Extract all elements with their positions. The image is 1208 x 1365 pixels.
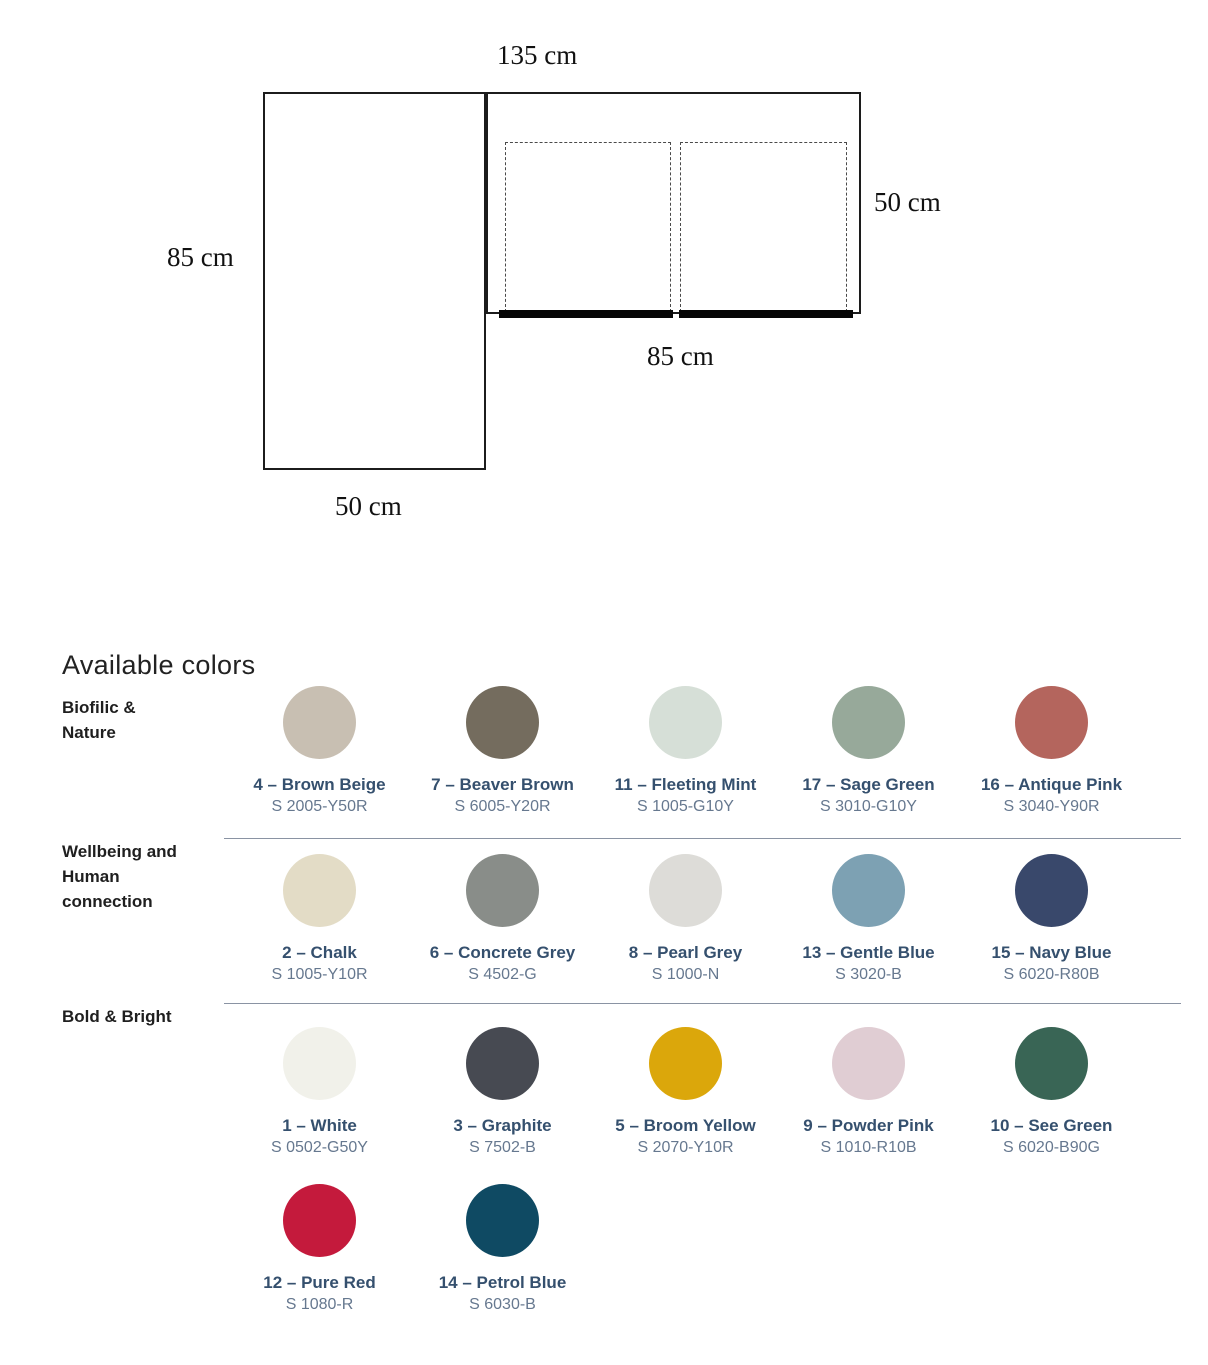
color-circle	[649, 1027, 722, 1100]
color-swatch	[228, 1184, 411, 1315]
color-circle	[1015, 854, 1088, 927]
swatch-code: S 3010-G10Y	[820, 798, 917, 815]
dashed-module-right	[680, 142, 847, 312]
color-circle	[466, 1027, 539, 1100]
swatch-name: 1 – White	[282, 1116, 357, 1135]
group-name: Wellbeing and Human connection	[62, 842, 177, 911]
swatch-name: 11 – Fleeting Mint	[614, 775, 757, 794]
dimension-label-right-height: 50 cm	[874, 187, 941, 217]
thick-edge-bar-right	[679, 310, 853, 318]
color-swatch	[594, 686, 777, 817]
swatch-name: 14 – Petrol Blue	[438, 1273, 567, 1292]
swatch-code: S 0502-G50Y	[271, 1139, 368, 1156]
swatch-name: 15 – Navy Blue	[991, 943, 1112, 962]
color-swatch	[411, 1027, 594, 1158]
color-circle	[649, 854, 722, 927]
swatch-name: 8 – Pearl Grey	[628, 943, 743, 962]
swatch-name: 4 – Brown Beige	[253, 775, 386, 794]
swatch-code: S 6020-B90G	[1003, 1139, 1100, 1156]
color-swatch	[411, 1184, 594, 1315]
swatch-code: S 3040-Y90R	[1003, 798, 1100, 815]
swatch-name: 9 – Powder Pink	[803, 1116, 934, 1135]
swatch-name: 2 – Chalk	[282, 943, 357, 962]
color-circle	[832, 1027, 905, 1100]
color-circle	[832, 686, 905, 759]
color-group	[62, 682, 1208, 817]
swatch-name: 7 – Beaver Brown	[431, 775, 574, 794]
swatch-code: S 1000-N	[651, 966, 720, 983]
dimension-label-total-width: 135 cm	[497, 40, 578, 70]
swatch-name: 6 – Concrete Grey	[429, 943, 576, 962]
color-swatch	[594, 854, 777, 985]
swatch-name: 3 – Graphite	[453, 1116, 552, 1135]
swatch-code: S 1010-R10B	[820, 1139, 917, 1156]
color-circle	[649, 686, 722, 759]
colors-section	[0, 648, 1208, 1315]
swatch-name: 13 – Gentle Blue	[802, 943, 935, 962]
color-circle	[283, 1027, 356, 1100]
swatch-grid	[228, 839, 1143, 985]
color-circle	[466, 1184, 539, 1257]
color-circle	[1015, 1027, 1088, 1100]
swatch-code: S 2070-Y10R	[637, 1139, 734, 1156]
color-group	[62, 1004, 1208, 1315]
color-swatch	[777, 686, 960, 817]
swatch-code: S 7502-B	[469, 1139, 536, 1156]
swatch-code: S 3020-B	[835, 966, 902, 983]
color-swatch	[960, 1027, 1143, 1158]
swatch-code: S 4502-G	[468, 966, 537, 983]
swatch-name: 12 – Pure Red	[263, 1273, 376, 1292]
color-swatch	[960, 854, 1143, 985]
thick-edge-bar-left	[499, 310, 673, 318]
left-panel-outline	[263, 92, 486, 470]
group-name: Bold & Bright	[62, 1007, 172, 1026]
color-swatch	[960, 686, 1143, 817]
color-swatch	[594, 1027, 777, 1158]
color-swatch	[777, 854, 960, 985]
swatch-name: 16 – Antique Pink	[980, 775, 1123, 794]
swatch-code: S 1080-R	[285, 1296, 354, 1313]
swatch-name: 17 – Sage Green	[802, 775, 935, 794]
color-swatch	[411, 854, 594, 985]
color-group	[62, 839, 1208, 985]
swatch-code: S 1005-Y10R	[271, 966, 368, 983]
swatch-name: 5 – Broom Yellow	[615, 1116, 756, 1135]
color-swatch	[777, 1027, 960, 1158]
dashed-module-left	[505, 142, 671, 312]
color-circle	[283, 1184, 356, 1257]
swatch-code: S 1005-G10Y	[637, 798, 734, 815]
swatch-code: S 6030-B	[469, 1296, 536, 1313]
swatch-grid	[228, 682, 1143, 817]
color-swatch	[228, 1027, 411, 1158]
desk-dimension-diagram	[0, 0, 1208, 560]
swatch-code: S 6005-Y20R	[454, 798, 551, 815]
color-circle	[283, 854, 356, 927]
swatch-code: S 6020-R80B	[1003, 966, 1100, 983]
color-swatch	[411, 686, 594, 817]
dimension-label-bottom-width: 50 cm	[335, 491, 402, 521]
color-circle	[466, 686, 539, 759]
dimension-label-inner-width: 85 cm	[647, 341, 714, 371]
color-circle	[466, 854, 539, 927]
swatch-code: S 2005-Y50R	[271, 798, 368, 815]
color-groups	[62, 682, 1208, 1315]
group-name: Biofilic & Nature	[62, 698, 136, 742]
dimension-label-left-height: 85 cm	[167, 242, 234, 272]
color-circle	[283, 686, 356, 759]
swatch-grid	[228, 1004, 1143, 1315]
swatch-name: 10 – See Green	[990, 1116, 1113, 1135]
color-swatch	[228, 686, 411, 817]
color-circle	[1015, 686, 1088, 759]
color-circle	[832, 854, 905, 927]
color-swatch	[228, 854, 411, 985]
colors-title: Available colors	[62, 650, 256, 680]
